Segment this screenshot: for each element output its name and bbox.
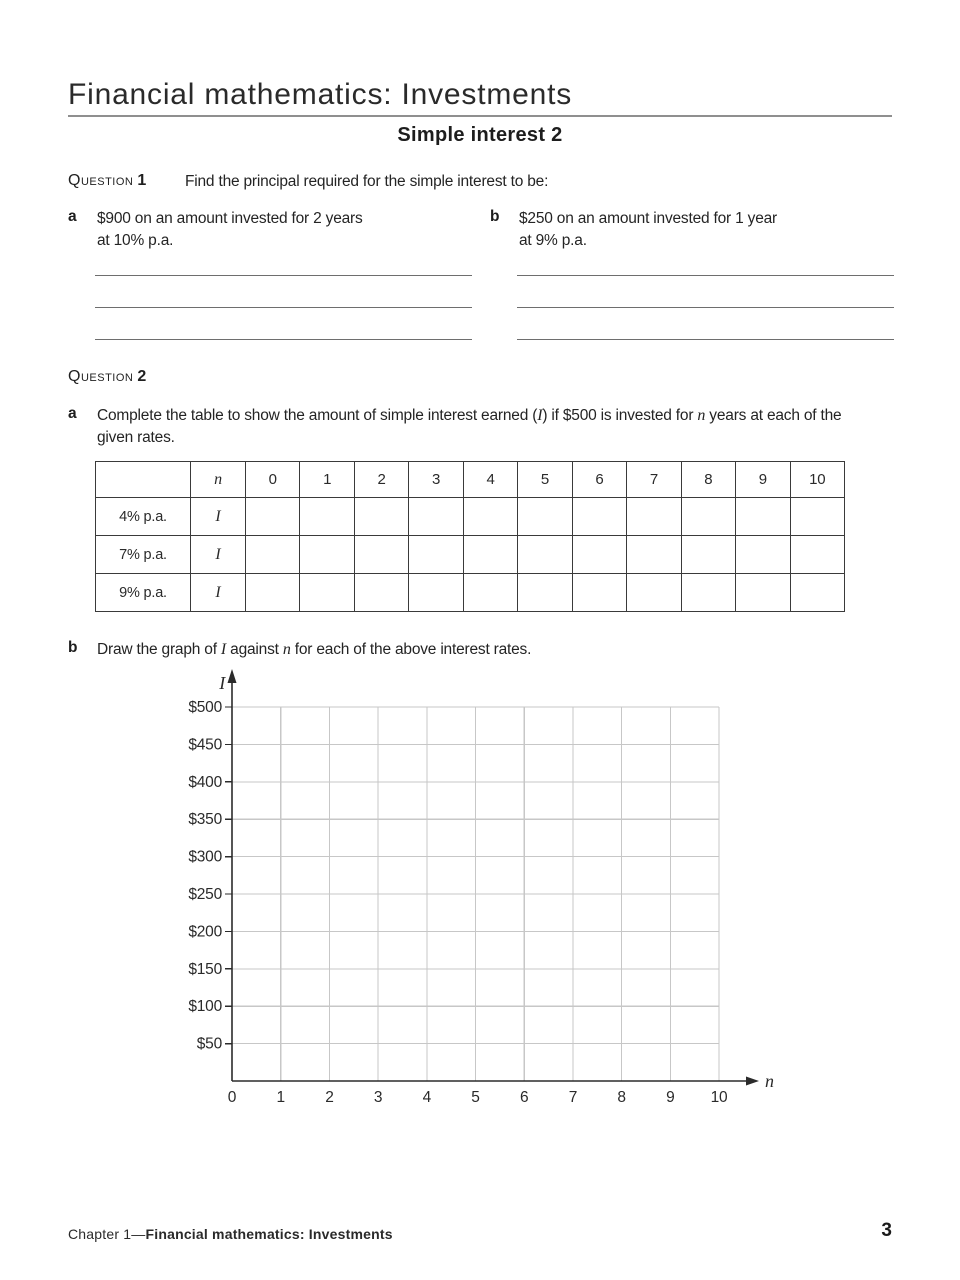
table-header-7: 7 bbox=[627, 462, 681, 498]
q1-a-answer-line-2 bbox=[95, 307, 472, 308]
q1-b-answer-line-2 bbox=[517, 307, 894, 308]
y-ticks bbox=[225, 707, 232, 1044]
table-cell-blank bbox=[572, 536, 626, 574]
q1-part-b-line1: $250 on an amount invested for 1 year bbox=[519, 210, 777, 227]
y-tick-label: $150 bbox=[188, 960, 222, 978]
table-header-4: 4 bbox=[463, 462, 517, 498]
question-2-word: Question bbox=[68, 368, 134, 385]
table-header-1: 1 bbox=[300, 462, 354, 498]
q1-part-b-letter: b bbox=[490, 208, 500, 225]
footer-chapter-prefix: Chapter 1— bbox=[68, 1226, 146, 1242]
q2b-var-I: I bbox=[220, 641, 227, 658]
y-tick-labels bbox=[188, 699, 222, 1053]
x-tick-label: 9 bbox=[666, 1089, 675, 1106]
table-cell-blank bbox=[681, 498, 735, 536]
table-cell-blank bbox=[736, 498, 790, 536]
question-1-heading bbox=[68, 172, 146, 190]
table-cell-blank bbox=[246, 536, 300, 574]
x-tick-label: 4 bbox=[422, 1089, 432, 1106]
y-tick-label: $200 bbox=[188, 923, 222, 941]
table-header-5: 5 bbox=[518, 462, 572, 498]
table-symbol-I: I bbox=[191, 574, 246, 612]
blank-grid-chart bbox=[180, 665, 780, 1115]
table-cell-blank bbox=[790, 574, 844, 612]
table-row-4pct bbox=[96, 498, 845, 536]
y-tick-label: $450 bbox=[188, 736, 222, 754]
x-tick-label: 6 bbox=[519, 1089, 529, 1106]
table-cell-blank bbox=[572, 574, 626, 612]
table-cell-blank bbox=[627, 574, 681, 612]
x-tick-label: 2 bbox=[325, 1089, 334, 1106]
table-symbol-I: I bbox=[191, 498, 246, 536]
table-cell-blank bbox=[409, 498, 463, 536]
table-cell-blank bbox=[246, 498, 300, 536]
table-cell-blank bbox=[409, 536, 463, 574]
table-header-6: 6 bbox=[572, 462, 626, 498]
table-header-2: 2 bbox=[354, 462, 408, 498]
q1-a-answer-line-3 bbox=[95, 339, 472, 340]
footer-page-number: 3 bbox=[881, 1220, 892, 1241]
x-tick-label: 5 bbox=[471, 1089, 480, 1106]
question-1-word: Question bbox=[68, 172, 134, 189]
q2-part-a-letter: a bbox=[68, 405, 77, 422]
q1-part-b-line2: at 9% p.a. bbox=[519, 232, 587, 249]
table-symbol-I: I bbox=[191, 536, 246, 574]
table-cell-blank bbox=[518, 574, 572, 612]
footer-chapter-title: Financial mathematics: Investments bbox=[145, 1226, 393, 1242]
table-cell-blank bbox=[572, 498, 626, 536]
x-tick-label: 1 bbox=[276, 1089, 285, 1106]
table-rate-label: 9% p.a. bbox=[96, 574, 191, 612]
table-row-9pct bbox=[96, 574, 845, 612]
table-cell-blank bbox=[790, 536, 844, 574]
table-cell-blank bbox=[518, 536, 572, 574]
table-header-3: 3 bbox=[409, 462, 463, 498]
table-cell-blank bbox=[463, 498, 517, 536]
q2-part-b-text bbox=[97, 639, 797, 661]
q1-part-a-line2: at 10% p.a. bbox=[97, 232, 174, 249]
q1-part-a-text bbox=[97, 208, 487, 252]
q1-b-answer-line-3 bbox=[517, 339, 894, 340]
table-corner-cell bbox=[96, 462, 191, 498]
table-header-9: 9 bbox=[736, 462, 790, 498]
table-row-7pct bbox=[96, 536, 845, 574]
table-cell-blank bbox=[518, 498, 572, 536]
q2b-text-seg: Draw the graph of bbox=[97, 641, 221, 658]
title-rule bbox=[68, 115, 892, 117]
q2b-var-n: n bbox=[282, 641, 291, 658]
q2b-text-seg: for each of the above interest rates. bbox=[290, 641, 532, 658]
y-axis-arrow-icon bbox=[228, 669, 237, 683]
x-tick-label: 0 bbox=[227, 1089, 237, 1106]
table-cell-blank bbox=[354, 574, 408, 612]
x-axis-variable-label: n bbox=[765, 1071, 774, 1091]
q2a-var-n: n bbox=[697, 407, 706, 424]
table-cell-blank bbox=[409, 574, 463, 612]
page-subtitle: Simple interest 2 bbox=[397, 124, 563, 146]
table-cell-blank bbox=[627, 498, 681, 536]
table-cell-blank bbox=[300, 536, 354, 574]
graph-area bbox=[180, 665, 780, 1115]
table-rate-label: 4% p.a. bbox=[96, 498, 191, 536]
q1-part-a-letter: a bbox=[68, 208, 77, 225]
question-1-number: 1 bbox=[137, 172, 147, 189]
y-tick-label: $250 bbox=[188, 886, 222, 903]
x-tick-label: 3 bbox=[373, 1089, 383, 1106]
table-cell-blank bbox=[790, 498, 844, 536]
y-tick-label: $500 bbox=[188, 699, 222, 716]
x-tick-labels bbox=[228, 1089, 728, 1106]
table-header-8: 8 bbox=[681, 462, 735, 498]
q1-part-a-line1: $900 on an amount invested for 2 years bbox=[97, 210, 363, 227]
x-axis-arrow-icon bbox=[746, 1077, 759, 1086]
q2b-text-seg: against bbox=[226, 641, 283, 658]
q2a-text-seg: Complete the table to show the amount of simple interest earned ( bbox=[97, 407, 538, 424]
interest-table bbox=[95, 461, 845, 612]
q1-a-answer-line-1 bbox=[95, 275, 472, 276]
q2a-text-seg: years at each of the given rates. bbox=[97, 407, 842, 446]
question-1-prompt: Find the principal required for the simple interest to be: bbox=[185, 173, 549, 190]
table-header-n: n bbox=[191, 462, 246, 498]
x-tick-label: 7 bbox=[568, 1089, 578, 1106]
table-cell-blank bbox=[354, 498, 408, 536]
table-cell-blank bbox=[681, 574, 735, 612]
table-cell-blank bbox=[463, 536, 517, 574]
page-title: Financial mathematics: Investments bbox=[68, 78, 573, 111]
q2-part-a-text bbox=[97, 405, 879, 449]
table-rate-label: 7% p.a. bbox=[96, 536, 191, 574]
y-axis-variable-label: I bbox=[219, 673, 225, 693]
table-cell-blank bbox=[736, 536, 790, 574]
q1-b-answer-line-1 bbox=[517, 275, 894, 276]
y-tick-label: $100 bbox=[188, 998, 222, 1016]
q2a-var-I: I bbox=[537, 407, 543, 424]
y-tick-label: $350 bbox=[188, 811, 222, 829]
y-tick-label: $50 bbox=[196, 1035, 222, 1053]
table-cell-blank bbox=[246, 574, 300, 612]
table-cell-blank bbox=[463, 574, 517, 612]
question-2-heading bbox=[68, 368, 146, 386]
y-tick-label: $400 bbox=[188, 773, 222, 791]
table-cell-blank bbox=[736, 574, 790, 612]
x-tick-label: 10 bbox=[710, 1089, 728, 1106]
table-header-0: 0 bbox=[246, 462, 300, 498]
table-cell-blank bbox=[627, 536, 681, 574]
question-2-number: 2 bbox=[137, 368, 147, 385]
x-tick-label: 8 bbox=[617, 1089, 626, 1106]
table-cell-blank bbox=[354, 536, 408, 574]
q1-part-b-text bbox=[519, 208, 909, 252]
table-cell-blank bbox=[300, 498, 354, 536]
table-header-10: 10 bbox=[790, 462, 844, 498]
q2-part-b-letter: b bbox=[68, 639, 78, 656]
y-tick-label: $300 bbox=[188, 848, 222, 866]
table-cell-blank bbox=[300, 574, 354, 612]
table-cell-blank bbox=[681, 536, 735, 574]
table-header-row bbox=[96, 462, 845, 498]
q2a-text-seg: ) if $500 is invested for bbox=[542, 407, 698, 424]
